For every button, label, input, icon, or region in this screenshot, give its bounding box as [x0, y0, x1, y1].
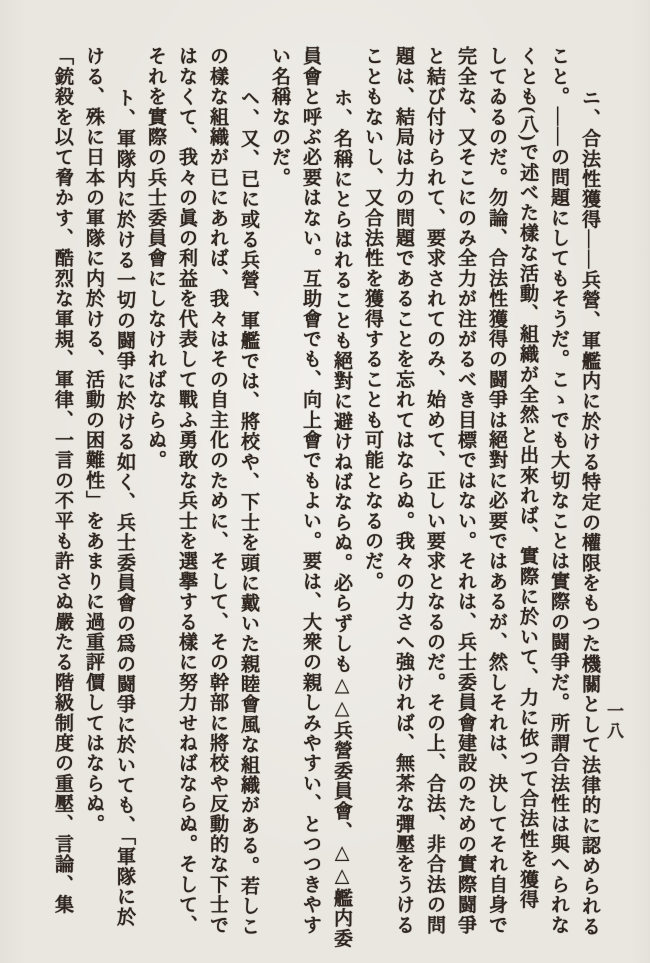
text-column: ヘ、又、已に或る兵營、軍艦では、將校や、下士を頭に戴いた親睦會風な組織がある。若しこ — [238, 88, 259, 937]
text-column: ニ、合法性獲得――兵營、軍艦内に於ける特定の權限をもつた機關として法律的に認められる — [579, 88, 600, 937]
text-column: こと。――の問題にしてもそうだ。こゝでも大切なことは實際の闘爭だ。所謂合法性は與へられな — [548, 46, 569, 935]
text-column: ト、軍隊内に於ける一切の闘爭に於ける如く、兵士委員會の爲の闘爭に於いても、「軍隊に於 — [114, 88, 135, 927]
text-column: の樣な組織が已にあれば、我々はその自主化のために、そして、その幹部に將校や反動的な下士で — [207, 46, 228, 935]
text-column: してゐるのだ。勿論、合法性獲得の闘爭は絕對に必要ではあるが、然しそれは、決してそれ自身で — [486, 46, 507, 935]
page-number: 一八 — [604, 702, 623, 742]
text-column: 「銃殺を以て脅かす、酷烈な軍規、軍律、一言の不平も許さぬ嚴たる階級制度の重壓、言論、集 — [52, 46, 73, 915]
text-column: はなくて、我々の眞の利益を代表して戰ふ勇敢な兵士を選擧する樣に努力せねばならぬ。そして、 — [176, 46, 197, 935]
body-text — [47, 46, 605, 949]
text-column: い名稱なのだ。 — [269, 46, 290, 188]
text-column: くとも(八)で述べた樣な活動、組織が全然と出來れば、實際に於いて、力に依つて合法性を獲得 — [517, 46, 538, 910]
text-column: ホ、名稱にとらはれることも絕對に避けねばならぬ。必らずしも△△兵營委員會、△△艦内委 — [331, 88, 352, 949]
text-column: こともないし、又合法性を獲得することも可能となるのだ。 — [362, 46, 383, 592]
text-column: それを實際の兵士委員會にしなければならぬ。 — [145, 46, 166, 471]
text-column: 完全な、又そこにのみ全力が注がるべき目標ではない。それは、兵士委員會建設のための實際闘爭 — [455, 46, 476, 935]
text-column: ける、殊に日本の軍隊に内於ける、活動の困難性」をあまりに過重評價してはならぬ。 — [83, 46, 104, 834]
text-column: 員會と呼ぶ必要はない。互助會でも、向上會でもよい。要は、大衆の親しみやすい、とつつきやす — [300, 46, 321, 935]
text-column: と結び付けられて、要求されてのみ、始めて、正しい要求となるのだ。その上、合法、非合法の問 — [424, 46, 445, 935]
text-column: 題は、結局は力の問題であることを忘れてはならぬ。我々の力さへ強ければ、無茶な彈壓をうける — [393, 46, 414, 935]
